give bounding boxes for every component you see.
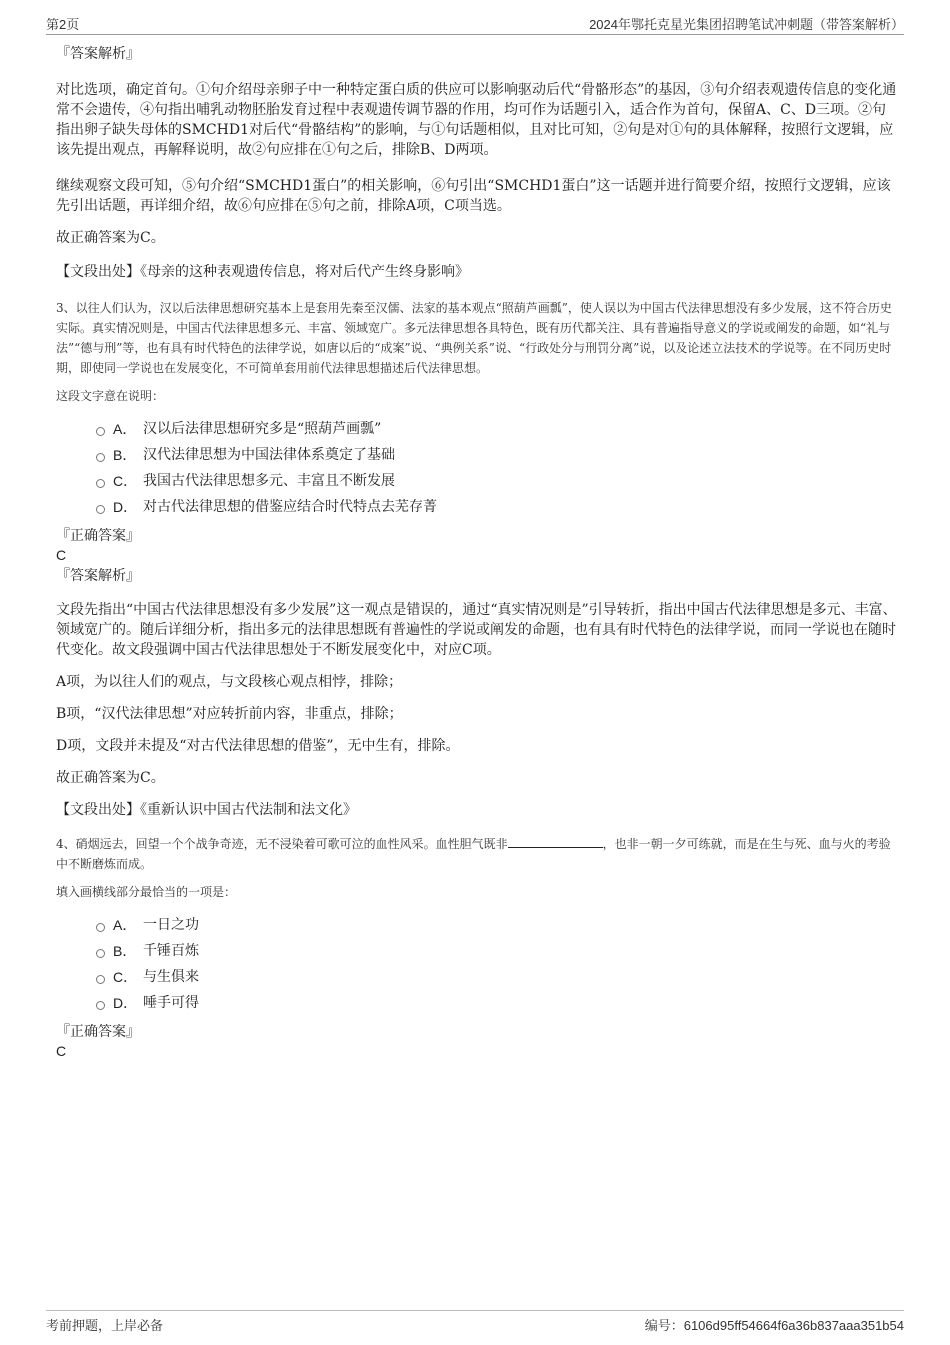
option-letter: A． xyxy=(113,421,137,437)
option-text: 千锤百炼 xyxy=(143,943,199,959)
question-4-stem-after: ，也非一朝一夕可练就，而是在生与死、血与火的考验中不断磨炼而成。 xyxy=(56,837,891,871)
analysis-paragraph: D项，文段并未提及“对古代法律思想的借鉴”，无中生有，排除。 xyxy=(56,738,460,754)
question-4-stem xyxy=(56,834,898,874)
correct-answer: C xyxy=(56,1043,67,1059)
option-a[interactable] xyxy=(96,416,898,442)
radio-icon[interactable] xyxy=(96,453,105,462)
footer-slogan: 考前押题，上岸必备 xyxy=(46,1318,164,1333)
option-letter: D． xyxy=(113,995,138,1011)
option-text: 汉以后法律思想研究多是“照葫芦画瓢” xyxy=(143,421,382,437)
option-b[interactable] xyxy=(96,938,898,964)
fill-blank xyxy=(508,835,603,848)
option-text: 与生俱来 xyxy=(143,969,199,985)
question-3-stem: 3、以往人们认为，汉以后法律思想研究基本上是套用先秦至汉儒、法家的基本观点“照葫芦画瓢”，使人误以为中国古代法律思想没有多少发展，这不符合历史实际。真实情况则是，中国古代法律思想多元、丰富、领域宽广。多元法律思想各具特色，既有历代都关注、具有普遍指导意义的学说或阐发的命题，如“礼与法”“德与刑”等，也有具有时代特色的法律学说，如唐以后的“成案”说、“典例关系”说、“行政处分与刑罚分离”说，以及论述立法技术的学说等。在不同历史时期，即使同一学说也在发展变化，不可简单套用前代法律思想描述后代法律思想。 xyxy=(56,301,892,375)
option-letter: C． xyxy=(113,969,138,985)
radio-icon[interactable] xyxy=(96,975,105,984)
correct-answer: C xyxy=(56,547,67,563)
conclusion-text: 故正确答案为C。 xyxy=(56,230,165,246)
option-d[interactable] xyxy=(96,494,898,520)
analysis-paragraph: 继续观察文段可知，⑤句介绍“SMCHD1蛋白”的相关影响，⑥句引出“SMCHD1蛋白”这一话题并进行简要介绍，按照行文逻辑，应该先引出话题，再详细介绍，故⑥句应排在⑤句之前，排除A项，C项当选。 xyxy=(56,178,891,214)
answer-label: 『正确答案』 xyxy=(56,1024,140,1040)
option-c[interactable] xyxy=(96,468,898,494)
option-text: 唾手可得 xyxy=(143,995,199,1011)
option-d[interactable] xyxy=(96,990,898,1016)
analysis-paragraph: 对比选项，确定首句。①句介绍母亲卵子中一种特定蛋白质的供应可以影响驱动后代“骨骼形态”的基因，③句介绍表观遗传信息的变化通常不会遗传，④句指出哺乳动物胚胎发育过程中表观遗传调节器的作用，均可作为话题引入，适合作为首句，保留A、C、D三项。②句指出卵子缺失母体的SMCHD1对后代“骨骼结构”的影响，与①句话题相似，且对比可知，②句是对①句的具体解释，按照行文逻辑，应该先提出观点，再解释说明，故②句应排在①句之后，排除B、D两项。 xyxy=(56,82,897,158)
option-letter: A． xyxy=(113,917,137,933)
radio-icon[interactable] xyxy=(96,479,105,488)
option-text: 汉代法律思想为中国法律体系奠定了基础 xyxy=(143,447,395,463)
option-text: 对古代法律思想的借鉴应结合时代特点去芜存菁 xyxy=(143,499,437,515)
radio-icon[interactable] xyxy=(96,923,105,932)
analysis-paragraph: 文段先指出“中国古代法律思想没有多少发展”这一观点是错误的，通过“真实情况则是”引导转折，指出中国古代法律思想是多元、丰富、领域宽广的。随后详细分析，指出多元的法律思想既有普遍性的学说或阐发的命题，也有具有时代特色的法律学说，而同一学说也在随时代变化。故文段强调中国古代法律思想处于不断发展变化中，对应C项。 xyxy=(56,602,897,658)
radio-icon[interactable] xyxy=(96,949,105,958)
question-3-options xyxy=(56,416,898,520)
question-4-stem-before: 4、硝烟远去，回望一个个战争奇迹，无不浸染着可歌可泣的血性风采。血性胆气既非 xyxy=(56,837,508,851)
source-text: 【文段出处】《重新认识中国古代法制和法文化》 xyxy=(56,802,357,818)
option-letter: C． xyxy=(113,473,138,489)
answer-label: 『正确答案』 xyxy=(56,528,140,544)
analysis-label: 『答案解析』 xyxy=(56,568,140,584)
analysis-label: 『答案解析』 xyxy=(56,46,140,62)
page-header xyxy=(46,12,904,35)
option-letter: B． xyxy=(113,943,137,959)
page-footer xyxy=(46,1310,904,1335)
analysis-paragraph: A项，为以往人们的观点，与文段核心观点相悖，排除； xyxy=(56,674,403,690)
question-3-prompt: 这段文字意在说明： xyxy=(56,389,165,403)
source-text: 【文段出处】《母亲的这种表观遗传信息，将对后代产生终身影响》 xyxy=(56,264,469,280)
option-text: 一日之功 xyxy=(143,917,199,933)
option-b[interactable] xyxy=(96,442,898,468)
radio-icon[interactable] xyxy=(96,427,105,436)
option-letter: D． xyxy=(113,499,138,515)
option-a[interactable] xyxy=(96,912,898,938)
document-title: 2024年鄂托克星光集团招聘笔试冲刺题（带答案解析） xyxy=(589,17,904,32)
radio-icon[interactable] xyxy=(96,1001,105,1010)
question-4-prompt: 填入画横线部分最恰当的一项是： xyxy=(56,885,237,899)
option-letter: B． xyxy=(113,447,137,463)
question-4-options xyxy=(56,912,898,1016)
document-code: 编号：6106d95ff54664f6a36b837aaa351b54 xyxy=(644,1318,904,1333)
conclusion-text: 故正确答案为C。 xyxy=(56,770,165,786)
page-content xyxy=(56,44,898,1060)
option-c[interactable] xyxy=(96,964,898,990)
option-text: 我国古代法律思想多元、丰富且不断发展 xyxy=(143,473,395,489)
analysis-paragraph: B项，“汉代法律思想”对应转折前内容，非重点，排除； xyxy=(56,706,403,722)
page-number: 第2页 xyxy=(46,17,80,32)
radio-icon[interactable] xyxy=(96,505,105,514)
